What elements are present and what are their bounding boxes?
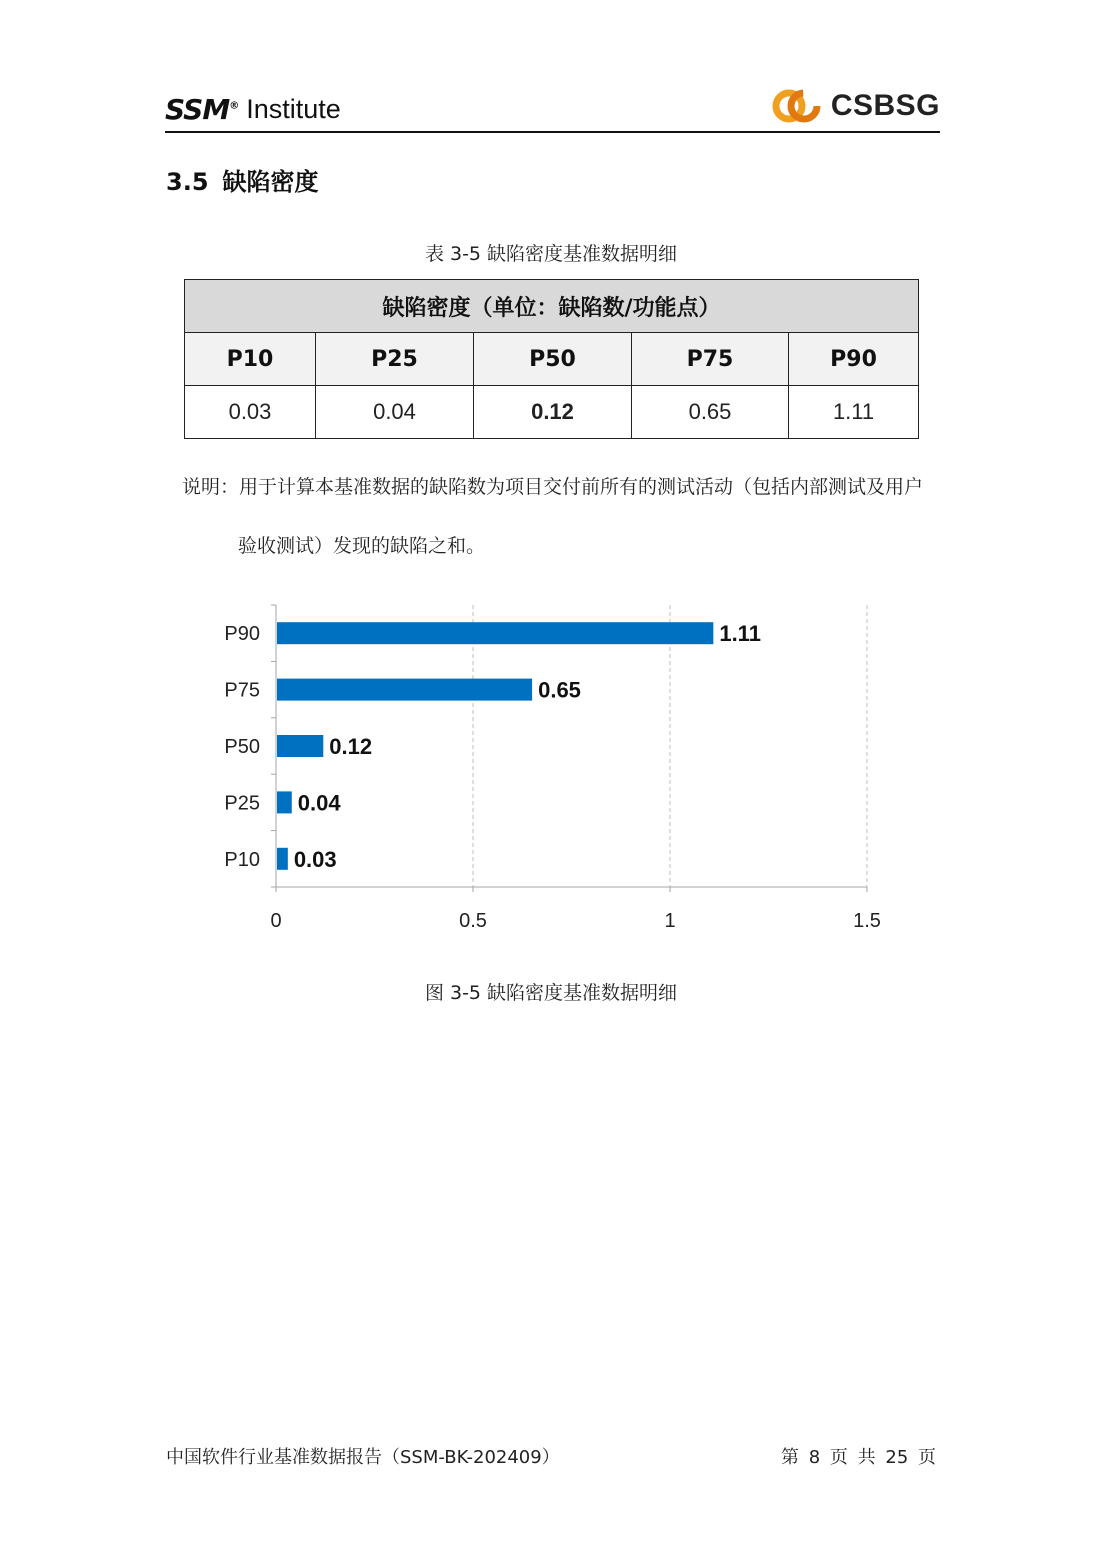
section-title: 缺陷密度 (222, 168, 319, 196)
chart-bar (277, 848, 288, 870)
chart-x-tick-label: 0 (270, 910, 282, 932)
chart-x-tick-label: 1 (664, 910, 676, 932)
chart-x-tick-label: 0.5 (459, 910, 487, 932)
table-header-cell: P10 (185, 333, 316, 386)
note-line-2: 验收测试）发现的缺陷之和。 (238, 535, 486, 557)
chart-value-label: 0.65 (538, 677, 581, 703)
footer-report-title: 中国软件行业基准数据报告（SSM-BK-202409） (166, 1447, 560, 1468)
chart-value-label: 0.03 (293, 846, 337, 872)
chart-bar (277, 735, 323, 757)
table-title: 缺陷密度（单位：缺陷数/功能点） (185, 280, 919, 333)
chart-category-label: P50 (224, 736, 260, 758)
chart-x-tick-label: 1.5 (853, 910, 881, 932)
section-number: 3.5 (166, 168, 209, 196)
institute-label: Institute (246, 93, 341, 124)
footer-page-number: 第 8 页 共 25 页 (781, 1447, 936, 1468)
table-header-cell: P25 (316, 333, 474, 386)
chart-value-label: 1.11 (719, 621, 761, 647)
chart-value-label: 0.04 (297, 790, 341, 816)
table-value-cell-median: 0.12 (474, 386, 632, 439)
note-line-1: 说明：用于计算本基准数据的缺陷数为项目交付前所有的测试活动（包括内部测试及用户 (182, 476, 924, 498)
table-header-cell: P50 (474, 333, 632, 386)
ssm-logo-text: SSM® (165, 92, 239, 126)
table-header-cell: P75 (632, 333, 789, 386)
chart-bar (277, 679, 532, 701)
chart-category-label: P10 (224, 848, 260, 871)
csbsg-label: CSBSG (830, 89, 940, 122)
figure-caption: 图 3-5 缺陷密度基准数据明细 (424, 982, 678, 1004)
table-value-cell: 1.11 (789, 386, 919, 439)
chart-bar (277, 622, 713, 644)
chart-category-label: P25 (224, 792, 260, 815)
table-caption: 表 3-5 缺陷密度基准数据明细 (424, 243, 678, 265)
chart-category-label: P75 (224, 679, 260, 702)
table-value-cell: 0.03 (185, 386, 316, 439)
chart-bar (277, 791, 292, 813)
table-value-cell: 0.04 (316, 386, 474, 439)
chart-category-label: P90 (224, 623, 260, 646)
table-value-cell: 0.65 (632, 386, 789, 439)
table-header-cell: P90 (789, 333, 919, 386)
chart-value-label: 0.12 (329, 734, 373, 759)
